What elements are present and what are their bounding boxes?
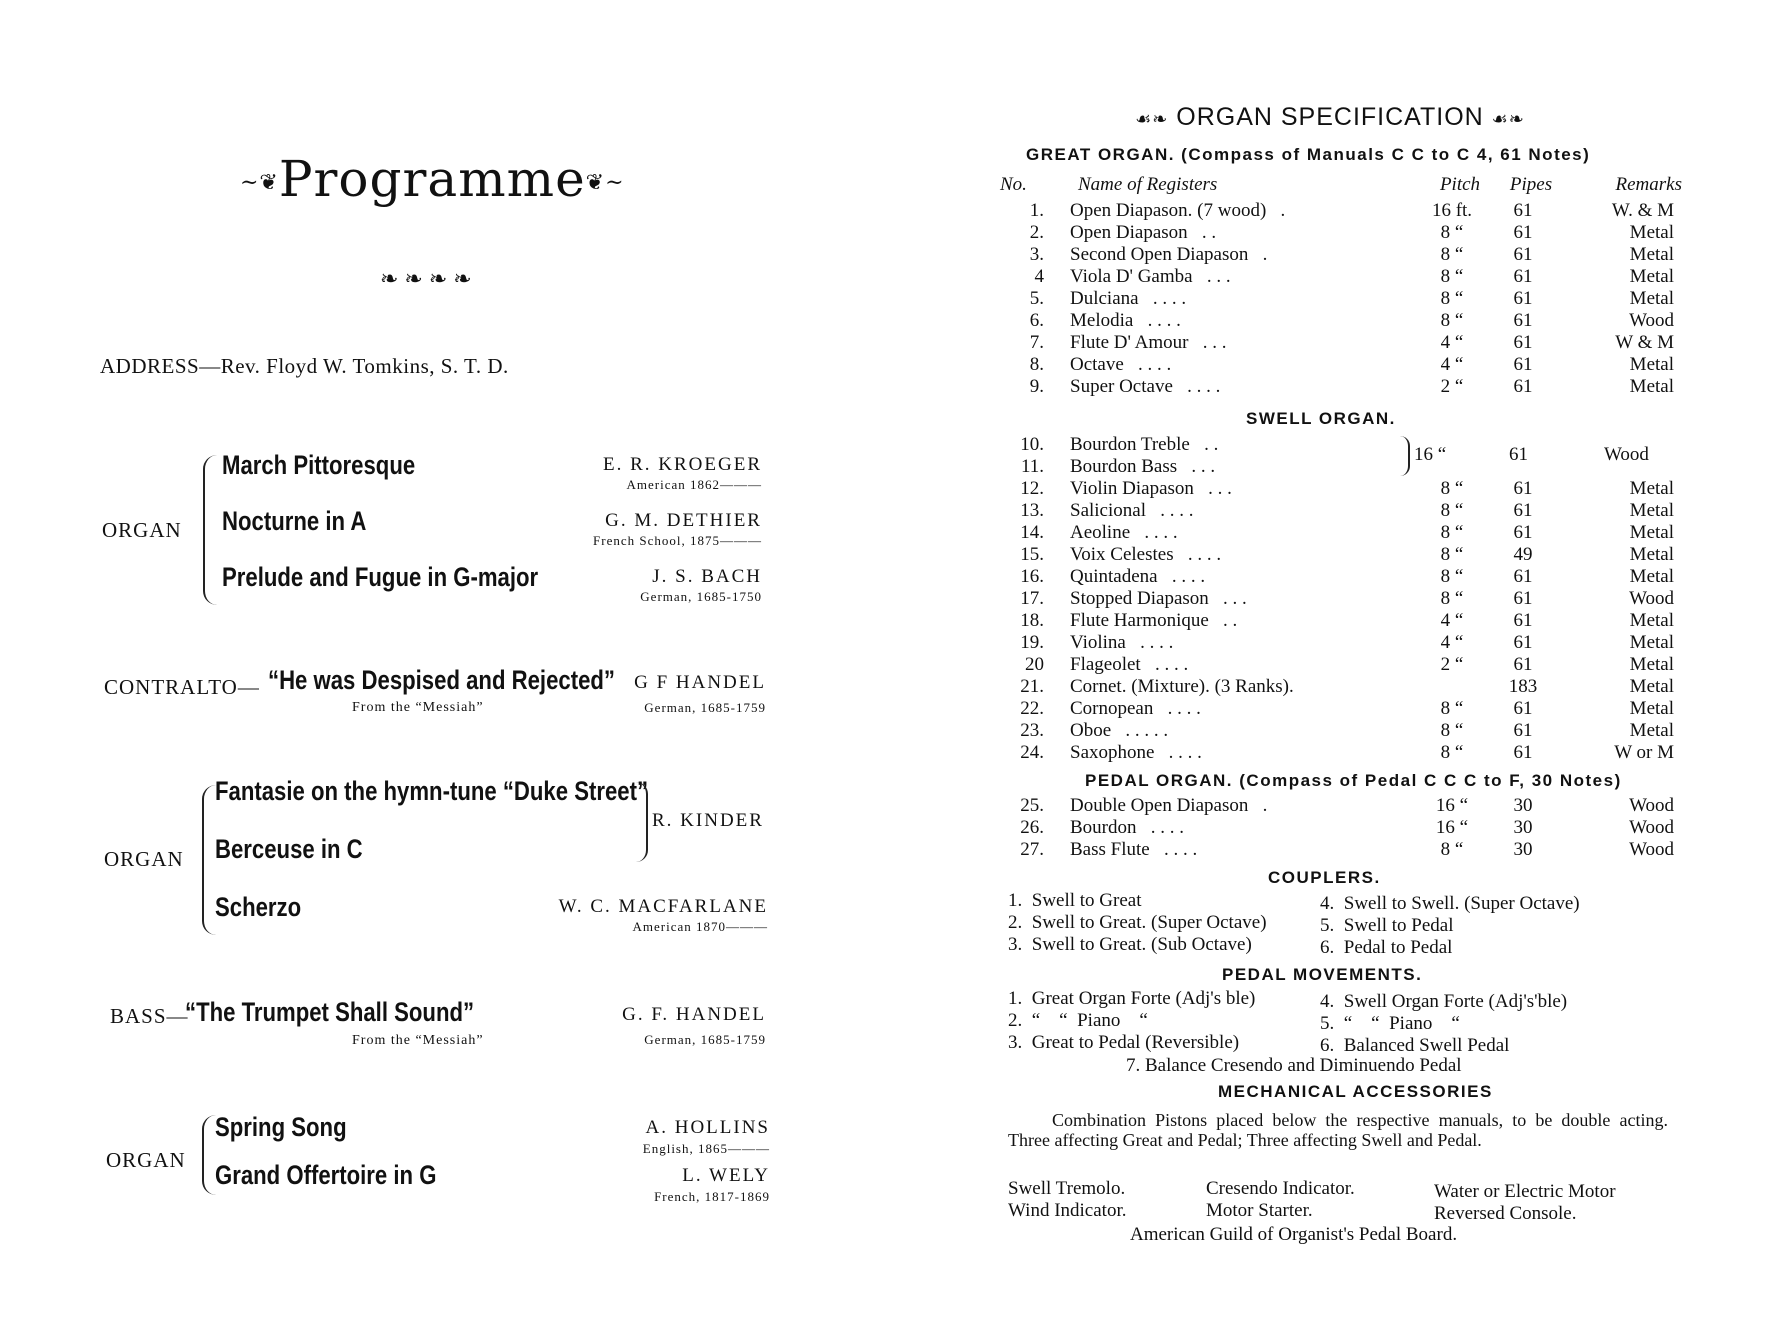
group3-brace bbox=[202, 1115, 216, 1195]
register-pipes: 61 bbox=[1513, 588, 1533, 609]
register-number: 7. bbox=[1029, 332, 1044, 353]
register-remarks: Metal bbox=[1629, 676, 1674, 697]
register-row bbox=[1000, 376, 1674, 398]
composer-hollins-info: English, 1865——— bbox=[642, 1141, 770, 1156]
register-row bbox=[1000, 588, 1674, 610]
register-remarks: Wood bbox=[1629, 588, 1674, 609]
coupler-item: 1. Swell to Great bbox=[1008, 890, 1142, 911]
register-number: 13. bbox=[1020, 500, 1044, 521]
register-name: Double Open Diapason . bbox=[1070, 795, 1268, 816]
register-pipes: 30 bbox=[1513, 817, 1533, 838]
register-row bbox=[1000, 200, 1674, 222]
register-remarks: Metal bbox=[1629, 376, 1674, 397]
col-remarks: Remarks bbox=[1615, 174, 1682, 195]
register-row bbox=[1000, 310, 1674, 332]
register-row bbox=[1000, 676, 1674, 698]
swell-organ-table bbox=[1000, 434, 1674, 764]
programme-title bbox=[240, 150, 625, 208]
accessory-item: Motor Starter. bbox=[1206, 1200, 1313, 1221]
group2-brace bbox=[202, 785, 216, 935]
register-number: 16. bbox=[1020, 566, 1044, 587]
pedal-organ-heading: PEDAL ORGAN. (Compass of Pedal C C C to F, 30 Notes) bbox=[1085, 771, 1622, 790]
column-header-row bbox=[1000, 174, 1682, 196]
composer-kinder: R. KINDER bbox=[652, 810, 764, 831]
register-number: 21. bbox=[1020, 676, 1044, 697]
piece-march-pittoresque: March Pittoresque bbox=[222, 450, 416, 480]
register-remarks: W or M bbox=[1614, 742, 1674, 763]
register-row bbox=[1000, 266, 1674, 288]
composer-macfarlane: W. C. MACFARLANE bbox=[558, 896, 768, 917]
mechanical-accessories-heading: MECHANICAL ACCESSORIES bbox=[1218, 1082, 1493, 1101]
register-pitch: 2 “ bbox=[1440, 376, 1464, 397]
pedal-movements-right-column bbox=[1320, 991, 1567, 1057]
piece-fantasie: Fantasie on the hymn-tune “Duke Street” bbox=[215, 776, 649, 806]
coupler-item: 6. Pedal to Pedal bbox=[1320, 937, 1453, 958]
bourdon-pipes: 61 bbox=[1509, 444, 1528, 465]
register-pipes: 61 bbox=[1513, 522, 1533, 543]
register-row bbox=[1000, 817, 1674, 839]
group1-label: ORGAN bbox=[102, 518, 182, 542]
register-row bbox=[1000, 742, 1674, 764]
organ-specification-title bbox=[1110, 103, 1550, 132]
register-pipes: 183 bbox=[1508, 676, 1538, 697]
right-flourish-icon: ❦~ bbox=[585, 170, 625, 196]
swell-organ-heading: SWELL ORGAN. bbox=[1246, 409, 1396, 428]
register-number: 25. bbox=[1020, 795, 1044, 816]
register-pipes: 61 bbox=[1513, 288, 1533, 309]
register-name: Bass Flute . . . . bbox=[1070, 839, 1198, 860]
register-pitch: 2 “ bbox=[1440, 654, 1464, 675]
spec-title-text: ORGAN SPECIFICATION bbox=[1176, 103, 1484, 131]
register-row bbox=[1000, 654, 1674, 676]
register-pitch bbox=[1412, 676, 1492, 698]
register-row bbox=[1000, 354, 1674, 376]
register-number: 14. bbox=[1020, 522, 1044, 543]
accessories-final-line: American Guild of Organist's Pedal Board. bbox=[1130, 1224, 1458, 1245]
register-pitch: 8 “ bbox=[1440, 720, 1464, 741]
register-name: Cornopean . . . . bbox=[1070, 698, 1201, 719]
accessories-paragraph: Combination Pistons placed below the respective manuals, to be double acting. Three affecting Great and Pedal; Three affecting Swell and Pedal. bbox=[1008, 1110, 1668, 1150]
register-remarks: Metal bbox=[1629, 222, 1674, 243]
register-name: Oboe . . . . . bbox=[1070, 720, 1169, 741]
couplers-left-column bbox=[1008, 890, 1267, 956]
register-pitch: 8 “ bbox=[1440, 588, 1464, 609]
register-pipes: 30 bbox=[1513, 839, 1533, 860]
register-pitch: 8 “ bbox=[1440, 310, 1464, 331]
register-name: Open Diapason . . bbox=[1070, 222, 1217, 243]
register-row bbox=[1000, 244, 1674, 266]
register-remarks: Wood bbox=[1629, 795, 1674, 816]
register-pitch: 8 “ bbox=[1440, 288, 1464, 309]
register-pipes: 61 bbox=[1513, 654, 1533, 675]
register-pitch: 8 “ bbox=[1440, 500, 1464, 521]
dingbat-divider: ❧❧❧❧ bbox=[380, 266, 478, 291]
composer-bach-info: German, 1685-1750 bbox=[640, 589, 762, 604]
register-pipes: 61 bbox=[1513, 376, 1533, 397]
composer-handel-2: G. F. HANDEL bbox=[622, 1004, 766, 1025]
register-number: 2. bbox=[1029, 222, 1044, 243]
composer-handel-1-info: German, 1685-1759 bbox=[644, 700, 766, 715]
pedal-movement-item: 2. “ “ Piano “ bbox=[1008, 1010, 1148, 1031]
register-remarks: Metal bbox=[1629, 566, 1674, 587]
register-pipes: 61 bbox=[1513, 310, 1533, 331]
contralto-label: CONTRALTO— bbox=[104, 675, 260, 699]
register-row bbox=[1000, 720, 1674, 742]
register-row bbox=[1000, 698, 1674, 720]
register-row bbox=[1000, 500, 1674, 522]
piece-despised: “He was Despised and Rejected” bbox=[268, 665, 615, 695]
register-pipes: 61 bbox=[1513, 200, 1533, 221]
pedal-organ-table bbox=[1000, 795, 1674, 861]
register-name: Melodia . . . . bbox=[1070, 310, 1181, 331]
register-pipes: 30 bbox=[1513, 795, 1533, 816]
col-pipes: Pipes bbox=[1509, 174, 1553, 195]
register-pipes: 61 bbox=[1513, 332, 1533, 353]
composer-handel-1: G F HANDEL bbox=[634, 672, 766, 693]
register-row bbox=[1000, 795, 1674, 817]
register-remarks: Metal bbox=[1629, 610, 1674, 631]
register-name: Violin Diapason . . . bbox=[1070, 478, 1232, 499]
register-pitch: 8 “ bbox=[1440, 478, 1464, 499]
piece-scherzo: Scherzo bbox=[215, 892, 302, 922]
bass-label: BASS— bbox=[110, 1004, 189, 1028]
register-name: Second Open Diapason . bbox=[1070, 244, 1268, 265]
coupler-item: 4. Swell to Swell. (Super Octave) bbox=[1320, 893, 1580, 914]
register-number: 20 bbox=[1025, 654, 1044, 675]
register-row bbox=[1000, 434, 1674, 456]
couplers-heading: COUPLERS. bbox=[1268, 868, 1381, 887]
register-pitch: 16 ft. bbox=[1431, 200, 1473, 221]
register-number: 9. bbox=[1029, 376, 1044, 397]
register-number: 23. bbox=[1020, 720, 1044, 741]
composer-macfarlane-info: American 1870——— bbox=[632, 919, 768, 934]
register-name: Bourdon . . . . bbox=[1070, 817, 1184, 838]
register-number: 10. bbox=[1020, 434, 1044, 455]
bass-from: From the “Messiah” bbox=[352, 1033, 484, 1048]
register-row bbox=[1000, 632, 1674, 654]
piece-grand-offertoire: Grand Offertoire in G bbox=[215, 1160, 437, 1190]
register-remarks: Metal bbox=[1629, 632, 1674, 653]
piece-trumpet: “The Trumpet Shall Sound” bbox=[185, 997, 475, 1027]
composer-kroeger: E. R. KROEGER bbox=[603, 454, 762, 475]
register-row bbox=[1000, 478, 1674, 500]
composer-handel-2-info: German, 1685-1759 bbox=[644, 1032, 766, 1047]
register-pitch: 8 “ bbox=[1440, 522, 1464, 543]
register-pitch: 8 “ bbox=[1440, 839, 1464, 860]
accessory-item: Reversed Console. bbox=[1434, 1203, 1577, 1224]
register-remarks: Metal bbox=[1629, 500, 1674, 521]
pedal-movement-item: 6. Balanced Swell Pedal bbox=[1320, 1035, 1510, 1056]
group1-brace bbox=[203, 455, 217, 605]
register-row bbox=[1000, 288, 1674, 310]
register-row bbox=[1000, 456, 1674, 478]
great-organ-heading: GREAT ORGAN. (Compass of Manuals C C to C 4, 61 Notes) bbox=[1026, 145, 1591, 164]
register-remarks: Metal bbox=[1629, 354, 1674, 375]
register-pitch: 4 “ bbox=[1440, 332, 1464, 353]
register-name: Viola D' Gamba . . . bbox=[1070, 266, 1231, 287]
register-name: Stopped Diapason . . . bbox=[1070, 588, 1247, 609]
register-remarks: Wood bbox=[1629, 839, 1674, 860]
register-remarks: Metal bbox=[1629, 522, 1674, 543]
bourdon-pitch: 16 “ bbox=[1414, 444, 1447, 465]
register-number: 1. bbox=[1029, 200, 1044, 221]
register-pitch: 16 “ bbox=[1435, 817, 1469, 838]
register-pitch: 8 “ bbox=[1440, 566, 1464, 587]
register-pipes: 61 bbox=[1513, 632, 1533, 653]
register-name: Bourdon Bass . . . bbox=[1070, 456, 1216, 477]
register-pitch: 8 “ bbox=[1440, 544, 1464, 565]
piece-spring-song: Spring Song bbox=[215, 1112, 347, 1142]
register-pitch: 4 “ bbox=[1440, 632, 1464, 653]
register-name: Voix Celestes . . . . bbox=[1070, 544, 1222, 565]
contralto-from: From the “Messiah” bbox=[352, 700, 484, 715]
piece-berceuse: Berceuse in C bbox=[215, 834, 363, 864]
register-pipes: 61 bbox=[1513, 500, 1533, 521]
composer-wely-info: French, 1817-1869 bbox=[654, 1189, 770, 1204]
register-name: Flute Harmonique . . bbox=[1070, 610, 1238, 631]
register-row bbox=[1000, 222, 1674, 244]
pedal-movement-7: 7. Balance Cresendo and Diminuendo Pedal bbox=[1126, 1055, 1462, 1076]
register-name: Open Diapason. (7 wood) . bbox=[1070, 200, 1286, 221]
accessories-column-2 bbox=[1206, 1178, 1355, 1222]
left-ornament-icon: ☙❧ bbox=[1135, 109, 1169, 129]
register-pipes: 61 bbox=[1513, 478, 1533, 499]
group2-label: ORGAN bbox=[104, 847, 184, 871]
address-line: ADDRESS—Rev. Floyd W. Tomkins, S. T. D. bbox=[100, 354, 509, 378]
register-pitch: 8 “ bbox=[1440, 742, 1464, 763]
register-row bbox=[1000, 522, 1674, 544]
composer-hollins: A. HOLLINS bbox=[645, 1117, 770, 1138]
register-name: Octave . . . . bbox=[1070, 354, 1172, 375]
bourdon-remarks: Wood bbox=[1604, 444, 1649, 465]
register-name: Saxophone . . . . bbox=[1070, 742, 1202, 763]
register-number: 17. bbox=[1020, 588, 1044, 609]
register-number: 15. bbox=[1020, 544, 1044, 565]
register-number: 3. bbox=[1029, 244, 1044, 265]
composer-dethier: G. M. DETHIER bbox=[605, 510, 762, 531]
register-name: Bourdon Treble . . bbox=[1070, 434, 1219, 455]
register-row bbox=[1000, 839, 1674, 861]
accessories-column-1 bbox=[1008, 1178, 1126, 1222]
accessory-item: Water or Electric Motor bbox=[1434, 1181, 1616, 1202]
register-pipes: 61 bbox=[1513, 566, 1533, 587]
group2-right-brace bbox=[636, 782, 648, 862]
accessory-item: Swell Tremolo. bbox=[1008, 1178, 1126, 1199]
register-pipes: 61 bbox=[1513, 698, 1533, 719]
coupler-item: 3. Swell to Great. (Sub Octave) bbox=[1008, 934, 1252, 955]
pedal-movement-item: 1. Great Organ Forte (Adj's ble) bbox=[1008, 988, 1256, 1009]
couplers-right-column bbox=[1320, 893, 1580, 959]
register-remarks: Metal bbox=[1629, 720, 1674, 741]
register-row bbox=[1000, 544, 1674, 566]
register-row bbox=[1000, 332, 1674, 354]
register-pitch: 4 “ bbox=[1440, 610, 1464, 631]
register-pipes: 49 bbox=[1513, 544, 1533, 565]
register-name: Quintadena . . . . bbox=[1070, 566, 1206, 587]
register-remarks: Metal bbox=[1629, 478, 1674, 499]
register-remarks: Metal bbox=[1629, 544, 1674, 565]
register-name: Flageolet . . . . bbox=[1070, 654, 1189, 675]
register-number: 8. bbox=[1029, 354, 1044, 375]
register-row bbox=[1000, 610, 1674, 632]
accessory-item: Wind Indicator. bbox=[1008, 1200, 1127, 1221]
register-pipes: 61 bbox=[1513, 610, 1533, 631]
composer-dethier-info: French School, 1875——— bbox=[593, 533, 762, 548]
register-pitch: 16 “ bbox=[1435, 795, 1469, 816]
register-name: Violina . . . . bbox=[1070, 632, 1174, 653]
register-pitch: 8 “ bbox=[1440, 266, 1464, 287]
register-pipes: 61 bbox=[1513, 266, 1533, 287]
group3-label: ORGAN bbox=[106, 1148, 186, 1172]
programme-title-text: Programme bbox=[278, 150, 586, 208]
left-flourish-icon: ~❦ bbox=[240, 170, 279, 196]
register-name: Salicional . . . . bbox=[1070, 500, 1194, 521]
piece-prelude-fugue: Prelude and Fugue in G-major bbox=[222, 562, 539, 592]
register-name: Aeoline . . . . bbox=[1070, 522, 1178, 543]
register-pipes: 61 bbox=[1513, 720, 1533, 741]
col-no: No. bbox=[1000, 174, 1027, 195]
right-ornament-icon: ☙❧ bbox=[1491, 109, 1525, 129]
bourdon-brace bbox=[1400, 436, 1410, 476]
register-number: 27. bbox=[1020, 839, 1044, 860]
register-pipes: 61 bbox=[1513, 244, 1533, 265]
register-remarks: Metal bbox=[1629, 698, 1674, 719]
pedal-movements-heading: PEDAL MOVEMENTS. bbox=[1222, 965, 1423, 984]
register-remarks: Wood bbox=[1629, 310, 1674, 331]
register-pipes: 61 bbox=[1513, 222, 1533, 243]
register-pitch: 4 “ bbox=[1440, 354, 1464, 375]
col-name: Name of Registers bbox=[1078, 174, 1218, 195]
register-remarks: Metal bbox=[1629, 266, 1674, 287]
register-number: 18. bbox=[1020, 610, 1044, 631]
register-remarks: W & M bbox=[1615, 332, 1674, 353]
register-pitch: 8 “ bbox=[1440, 698, 1464, 719]
pedal-movement-item: 3. Great to Pedal (Reversible) bbox=[1008, 1032, 1240, 1053]
register-remarks: Wood bbox=[1629, 817, 1674, 838]
register-number: 5. bbox=[1029, 288, 1044, 309]
coupler-item: 2. Swell to Great. (Super Octave) bbox=[1008, 912, 1267, 933]
register-remarks: Metal bbox=[1629, 654, 1674, 675]
col-pitch: Pitch bbox=[1439, 174, 1481, 195]
piece-nocturne: Nocturne in A bbox=[222, 506, 367, 536]
pedal-movement-item: 4. Swell Organ Forte (Adj's'ble) bbox=[1320, 991, 1568, 1012]
register-remarks: Metal bbox=[1629, 288, 1674, 309]
coupler-item: 5. Swell to Pedal bbox=[1320, 915, 1454, 936]
register-row bbox=[1000, 566, 1674, 588]
register-name: Super Octave . . . . bbox=[1070, 376, 1221, 397]
register-pitch: 8 “ bbox=[1440, 222, 1464, 243]
register-number: 11. bbox=[1020, 456, 1044, 477]
register-number: 24. bbox=[1020, 742, 1044, 763]
register-name: Cornet. (Mixture). (3 Ranks). bbox=[1070, 676, 1294, 697]
accessory-item: Cresendo Indicator. bbox=[1206, 1178, 1355, 1199]
register-pipes: 61 bbox=[1513, 354, 1533, 375]
register-number: 22. bbox=[1020, 698, 1044, 719]
register-number: 26. bbox=[1020, 817, 1044, 838]
register-number: 6. bbox=[1029, 310, 1044, 331]
register-name: Dulciana . . . . bbox=[1070, 288, 1187, 309]
register-pipes: 61 bbox=[1513, 742, 1533, 763]
register-number: 4 bbox=[1034, 266, 1044, 287]
accessories-column-3 bbox=[1434, 1181, 1616, 1225]
pedal-movements-left-column bbox=[1008, 988, 1255, 1054]
register-pitch: 8 “ bbox=[1440, 244, 1464, 265]
register-name: Flute D' Amour . . . bbox=[1070, 332, 1227, 353]
register-number: 19. bbox=[1020, 632, 1044, 653]
pedal-movement-item: 5. “ “ Piano “ bbox=[1320, 1013, 1460, 1034]
register-number: 12. bbox=[1020, 478, 1044, 499]
register-remarks: Metal bbox=[1629, 244, 1674, 265]
register-remarks: W. & M bbox=[1611, 200, 1674, 221]
composer-wely: L. WELY bbox=[682, 1165, 770, 1186]
composer-kroeger-info: American 1862——— bbox=[626, 477, 762, 492]
great-organ-table bbox=[1000, 200, 1674, 398]
composer-bach: J. S. BACH bbox=[652, 566, 762, 587]
